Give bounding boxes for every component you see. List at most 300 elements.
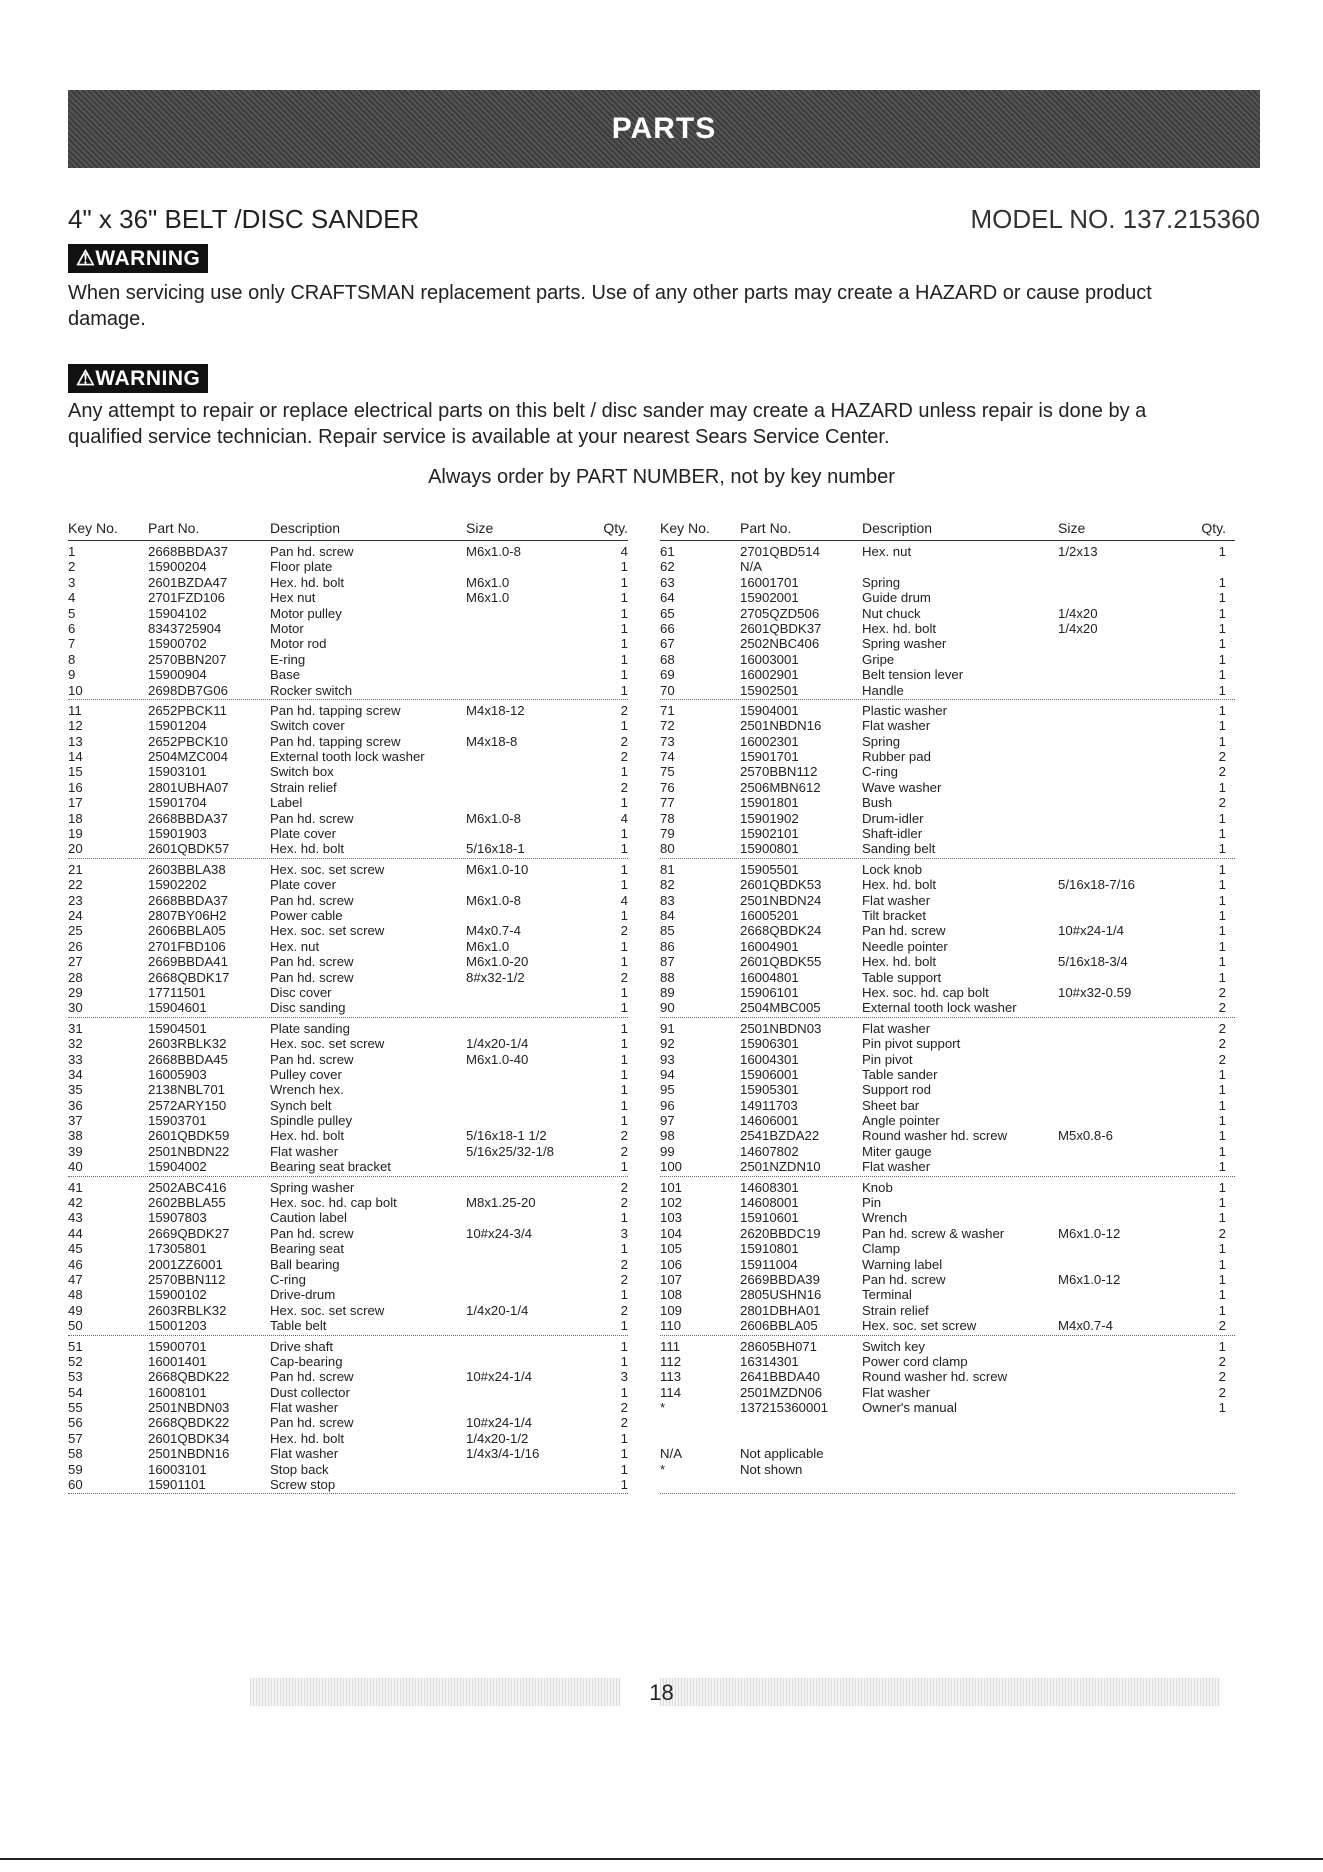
cell-size: 1/4x20-1/4 <box>466 1036 529 1052</box>
cell-desc: Strain relief <box>862 1302 929 1318</box>
cell-desc: Flat washer <box>862 1020 931 1036</box>
cell-desc: Spring washer <box>270 1179 355 1195</box>
cell-size <box>466 559 600 574</box>
cell-key: 83 <box>660 892 675 908</box>
cell-desc: Drive-drum <box>270 1287 336 1303</box>
table-row <box>68 1477 628 1492</box>
cell-part: 2669BBDA39 <box>740 1271 820 1287</box>
part-group <box>68 1018 628 1177</box>
cell-desc: Knob <box>862 1179 893 1195</box>
cell-size <box>1058 1477 1192 1492</box>
cell-qty: 2 <box>1218 984 1226 1000</box>
table-row <box>660 606 1235 621</box>
table-row <box>660 877 1235 892</box>
cell-size <box>1058 1144 1192 1159</box>
cell-part: 14607802 <box>740 1143 799 1159</box>
cell-qty: 1 <box>1218 1179 1226 1195</box>
cell-size: 1/2x13 <box>1058 544 1098 559</box>
cell-key: 30 <box>68 1000 83 1016</box>
table-row <box>660 970 1235 985</box>
cell-qty: 1 <box>1218 1210 1226 1226</box>
table-row <box>660 954 1235 969</box>
cell-desc: Drive shaft <box>270 1338 334 1354</box>
table-row <box>68 939 628 954</box>
cell-desc: Switch box <box>270 764 334 780</box>
cell-size <box>1058 718 1192 733</box>
table-row <box>660 939 1235 954</box>
cell-size <box>466 1210 600 1225</box>
cell-qty: 1 <box>620 1113 628 1129</box>
table-row <box>660 1082 1235 1097</box>
cell-key: 52 <box>68 1353 83 1369</box>
table-row <box>68 893 628 908</box>
cell-desc <box>862 1462 1058 1477</box>
cell-part: 14911703 <box>740 1097 798 1113</box>
cell-qty: 2 <box>620 779 628 795</box>
cell-desc: Flat washer <box>270 1446 339 1462</box>
table-row <box>68 1369 628 1384</box>
cell-key: 40 <box>68 1159 83 1175</box>
cell-size: M6x1.0-12 <box>1058 1225 1121 1241</box>
cell-qty: 1 <box>1218 605 1226 621</box>
cell-desc: Pan hd. screw <box>270 969 354 985</box>
header-size: Size <box>466 520 494 536</box>
cell-qty: 1 <box>620 1241 628 1257</box>
cell-key: 15 <box>68 764 83 780</box>
warning-text-2: Any attempt to repair or replace electrical parts on this belt / disc sander may create a HAZARD unless repair is done by a qualified service technician. Repair service is available at your nearest Sears Service Center. <box>68 400 1147 448</box>
cell-key: 1 <box>68 544 76 559</box>
table-row <box>68 1318 628 1333</box>
cell-qty: 1 <box>620 1082 628 1098</box>
cell-size <box>1058 1303 1192 1318</box>
cell-qty: 1 <box>1218 702 1226 718</box>
cell-qty: 1 <box>620 1477 628 1493</box>
cell-size <box>466 1021 600 1036</box>
cell-key: 43 <box>68 1210 83 1226</box>
table-row <box>68 590 628 605</box>
cell-qty: 2 <box>1218 1369 1226 1385</box>
cell-qty: 1 <box>620 1036 628 1052</box>
cell-qty: 2 <box>1218 1000 1226 1016</box>
cell-size <box>1058 636 1192 651</box>
cell-part: 137215360001 <box>740 1400 829 1416</box>
part-group <box>68 700 628 859</box>
cell-part: 15001203 <box>148 1318 207 1334</box>
table-row <box>68 1036 628 1051</box>
cell-qty: 1 <box>620 1353 628 1369</box>
table-row <box>68 1431 628 1446</box>
table-row <box>68 1144 628 1159</box>
table-row <box>68 811 628 826</box>
cell-key: 35 <box>68 1082 83 1098</box>
cell-size <box>1058 841 1192 856</box>
cell-key: 78 <box>660 810 675 826</box>
cell-size: 1/4x20-1/4 <box>466 1302 529 1318</box>
cell-size <box>466 621 600 636</box>
cell-qty: 1 <box>1218 969 1226 985</box>
cell-key: 85 <box>660 923 675 939</box>
cell-qty: 4 <box>620 810 628 826</box>
cell-part: 2570BBN112 <box>740 764 818 780</box>
table-row <box>660 590 1235 605</box>
table-row <box>660 1385 1235 1400</box>
cell-key: 74 <box>660 749 675 765</box>
cell-key: 69 <box>660 667 675 683</box>
cell-size <box>466 1067 600 1082</box>
table-row <box>660 985 1235 1000</box>
cell-desc: Pan hd. screw <box>270 1225 354 1241</box>
cell-key: 91 <box>660 1020 675 1036</box>
cell-desc: Strain relief <box>270 779 337 795</box>
cell-part: 2602BBLA55 <box>148 1195 226 1211</box>
cell-qty: 2 <box>1218 749 1226 765</box>
cell-desc: Hex. hd. bolt <box>862 877 937 893</box>
table-row <box>660 1241 1235 1256</box>
cell-part: 15900801 <box>740 841 799 857</box>
cell-part: 2501NBDN16 <box>740 718 822 734</box>
cell-desc <box>862 559 1058 574</box>
cell-key: 21 <box>68 861 83 877</box>
cell-desc: Hex. soc. set screw <box>270 1302 385 1318</box>
cell-desc: Switch cover <box>270 718 345 734</box>
table-row <box>660 1446 1235 1461</box>
cell-size: 10#x24-1/4 <box>466 1415 532 1431</box>
cell-desc: Plate cover <box>270 826 336 842</box>
cell-qty: 1 <box>620 841 628 857</box>
cell-part: 15904501 <box>148 1020 207 1036</box>
cell-desc: Needle pointer <box>862 938 948 954</box>
table-row <box>68 780 628 795</box>
cell-size <box>1058 1082 1192 1097</box>
cell-qty: 1 <box>620 590 628 606</box>
table-row <box>68 1159 628 1174</box>
cell-size <box>466 826 600 841</box>
cell-desc: Motor rod <box>270 636 327 652</box>
cell-desc: Wrench hex. <box>270 1082 344 1098</box>
cell-qty: 2 <box>620 1271 628 1287</box>
table-row <box>660 780 1235 795</box>
cell-desc: C-ring <box>862 764 898 780</box>
cell-part: 2504MZC004 <box>148 749 228 765</box>
cell-qty: 1 <box>1218 1113 1226 1129</box>
table-row <box>68 1415 628 1430</box>
cell-desc: Floor plate <box>270 559 333 575</box>
cell-size <box>466 1098 600 1113</box>
cell-desc: Warning label <box>862 1256 943 1272</box>
cell-qty: 1 <box>620 605 628 621</box>
table-row <box>68 749 628 764</box>
cell-desc <box>862 1431 1058 1446</box>
cell-key: 47 <box>68 1271 83 1287</box>
cell-part: 2570BBN112 <box>148 1271 226 1287</box>
cell-desc: Pan hd. screw <box>862 923 946 939</box>
cell-desc: Label <box>270 795 303 811</box>
cell-key: 6 <box>68 620 76 636</box>
cell-part <box>740 1477 862 1492</box>
cell-qty: 2 <box>620 969 628 985</box>
cell-part: 2668QBDK22 <box>148 1415 230 1431</box>
cell-key: 46 <box>68 1256 83 1272</box>
cell-qty: 1 <box>620 651 628 667</box>
cell-qty: 1 <box>1218 1143 1226 1159</box>
cell-part: 2801DBHA01 <box>740 1302 821 1318</box>
cell-size <box>1058 826 1192 841</box>
cell-desc: Spring washer <box>862 636 947 652</box>
cell-size <box>1058 811 1192 826</box>
cell-part: 2606BBLA05 <box>740 1318 818 1334</box>
cell-desc: Synch belt <box>270 1097 332 1113</box>
cell-part: 2668QBDK22 <box>148 1369 230 1385</box>
cell-desc: Pulley cover <box>270 1066 342 1082</box>
cell-size <box>1058 559 1192 574</box>
cell-desc: Wave washer <box>862 779 942 795</box>
cell-qty: 1 <box>620 877 628 893</box>
cell-qty: 2 <box>620 1256 628 1272</box>
table-row <box>660 1400 1235 1415</box>
cell-size <box>1058 1369 1192 1384</box>
cell-key: 29 <box>68 984 83 1000</box>
cell-key: 110 <box>660 1318 682 1334</box>
cell-desc: Pan hd. screw <box>270 1051 354 1067</box>
cell-desc: Hex. soc. set screw <box>270 1036 385 1052</box>
cell-key: 100 <box>660 1159 683 1175</box>
cell-part: 2601QBDK37 <box>740 620 822 636</box>
table-row <box>68 1180 628 1195</box>
cell-part: 2620BBDC19 <box>740 1225 821 1241</box>
order-note: Always order by PART NUMBER, not by key number <box>428 466 895 488</box>
cell-key: 109 <box>660 1302 683 1318</box>
table-row <box>660 1415 1235 1430</box>
cell-desc: Pan hd. screw <box>862 1271 946 1287</box>
cell-size <box>1058 1241 1192 1256</box>
cell-qty: 1 <box>620 636 628 652</box>
cell-size <box>1058 780 1192 795</box>
cell-key: 80 <box>660 841 675 857</box>
cell-key: 72 <box>660 718 675 734</box>
table-row <box>660 1210 1235 1225</box>
table-row <box>660 1257 1235 1272</box>
cell-qty: 1 <box>1218 574 1226 590</box>
cell-key: 112 <box>660 1353 682 1369</box>
table-row <box>68 1303 628 1318</box>
table-row <box>68 1113 628 1128</box>
cell-qty: 2 <box>1218 1036 1226 1052</box>
table-row <box>68 970 628 985</box>
cell-desc: Pan hd. tapping screw <box>270 702 401 718</box>
cell-qty: 2 <box>1218 1353 1226 1369</box>
cell-part: 16005903 <box>148 1066 207 1082</box>
table-row <box>660 652 1235 667</box>
table-row <box>68 636 628 651</box>
cell-size: M6x1.0-10 <box>466 861 529 877</box>
cell-desc: Table belt <box>270 1318 327 1334</box>
cell-desc: Hex. soc. set screw <box>862 1318 977 1334</box>
cell-qty: 1 <box>1218 1128 1226 1144</box>
cell-size <box>466 1257 600 1272</box>
cell-size <box>466 667 600 682</box>
cell-desc: Belt tension lever <box>862 667 964 683</box>
cell-desc: Power cord clamp <box>862 1353 968 1369</box>
cell-size <box>1058 1210 1192 1225</box>
cell-key: 107 <box>660 1271 683 1287</box>
cell-size <box>1058 1021 1192 1036</box>
page-number: 18 <box>649 1680 674 1705</box>
cell-desc: Drum-idler <box>862 810 924 826</box>
cell-key: 2 <box>68 559 76 575</box>
cell-part: 15901701 <box>740 749 799 765</box>
cell-part <box>740 1415 862 1430</box>
cell-key: 111 <box>660 1338 681 1354</box>
cell-size <box>1058 683 1192 698</box>
cell-desc: Pan hd. screw <box>270 544 354 559</box>
cell-key: 66 <box>660 620 675 636</box>
cell-qty: 1 <box>620 907 628 923</box>
cell-desc: Owner's manual <box>862 1400 957 1416</box>
cell-key: 3 <box>68 574 76 590</box>
cell-part: 2668QBDK17 <box>148 969 230 985</box>
cell-qty: 1 <box>1218 779 1226 795</box>
cell-key: 65 <box>660 605 675 621</box>
cell-desc: Sheet bar <box>862 1097 920 1113</box>
table-row <box>68 1385 628 1400</box>
table-row <box>68 1400 628 1415</box>
cell-size: M6x1.0-8 <box>466 810 521 826</box>
cell-part: 2603RBLK32 <box>148 1036 227 1052</box>
cell-part: 15904601 <box>148 1000 207 1016</box>
cell-key: 57 <box>68 1430 83 1446</box>
cell-desc: Table sander <box>862 1066 938 1082</box>
cell-key: 82 <box>660 877 675 893</box>
cell-qty: 2 <box>620 702 628 718</box>
cell-size <box>466 1082 600 1097</box>
cell-key: 8 <box>68 651 76 667</box>
cell-key: 88 <box>660 969 675 985</box>
cell-part: 2138NBL701 <box>148 1082 225 1098</box>
cell-desc: Hex. hd. bolt <box>270 841 345 857</box>
cell-qty: 1 <box>1218 733 1226 749</box>
cell-part: 2501NBDN24 <box>740 892 822 908</box>
cell-size <box>466 1287 600 1302</box>
table-row <box>68 575 628 590</box>
cell-size: 5/16x18-1 1/2 <box>466 1128 547 1144</box>
cell-qty: 2 <box>620 923 628 939</box>
cell-key: 60 <box>68 1477 83 1493</box>
cell-size: 10#x24-1/4 <box>466 1369 532 1385</box>
cell-part: 15903701 <box>148 1113 207 1129</box>
table-row <box>660 1098 1235 1113</box>
cell-size <box>1058 667 1192 682</box>
cell-key: 102 <box>660 1195 683 1211</box>
cell-key: 56 <box>68 1415 83 1431</box>
cell-qty: 2 <box>1218 1225 1226 1241</box>
cell-qty: 2 <box>1218 1318 1226 1334</box>
cell-desc: Spindle pulley <box>270 1113 353 1129</box>
table-row <box>660 841 1235 856</box>
cell-key: 108 <box>660 1287 683 1303</box>
cell-size: M6x1.0 <box>466 938 510 954</box>
cell-desc: Tilt bracket <box>862 907 926 923</box>
cell-qty: 4 <box>620 892 628 908</box>
cell-part: 2501NZDN10 <box>740 1159 821 1175</box>
cell-size: 1/4x20 <box>1058 605 1098 621</box>
table-row <box>68 1241 628 1256</box>
cell-key: 51 <box>68 1338 83 1354</box>
title-row <box>68 204 1260 235</box>
cell-key: 92 <box>660 1036 675 1052</box>
cell-key: 28 <box>68 969 83 985</box>
cell-key: 68 <box>660 651 675 667</box>
cell-qty: 1 <box>1218 1097 1226 1113</box>
cell-part: 16004801 <box>740 969 799 985</box>
cell-part: 8343725904 <box>148 620 222 636</box>
cell-key: 5 <box>68 605 76 621</box>
cell-key: 24 <box>68 907 83 923</box>
banner-title: PARTS <box>611 112 717 145</box>
cell-desc: Hex. hd. bolt <box>862 620 937 636</box>
cell-size: 1/4x20-1/2 <box>466 1430 529 1446</box>
cell-key: 95 <box>660 1082 675 1098</box>
cell-desc: Plastic washer <box>862 702 948 718</box>
cell-part: 2807BY06H2 <box>148 907 227 923</box>
cell-key: 26 <box>68 938 83 954</box>
cell-part: 2502NBC406 <box>740 636 820 652</box>
cell-part: 2501NBDN03 <box>148 1400 230 1416</box>
cell-part: 2501MZDN06 <box>740 1384 823 1400</box>
table-row <box>660 908 1235 923</box>
table-row <box>660 1462 1235 1477</box>
table-row <box>68 1195 628 1210</box>
cell-desc: Pan hd. screw & washer <box>862 1225 1005 1241</box>
cell-key: 70 <box>660 682 675 698</box>
cell-part: 2501NBDN22 <box>148 1143 230 1159</box>
cell-qty: 2 <box>620 1195 628 1211</box>
cell-qty <box>1192 1446 1226 1461</box>
table-row <box>660 1144 1235 1159</box>
cell-key: 93 <box>660 1051 675 1067</box>
cell-size <box>466 1462 600 1477</box>
table-row <box>660 795 1235 810</box>
cell-part: 15901704 <box>148 795 207 811</box>
header-size: Size <box>1058 520 1086 536</box>
table-row <box>68 1257 628 1272</box>
cell-qty: 1 <box>620 795 628 811</box>
cell-size <box>466 1400 600 1415</box>
cell-desc: Hex. nut <box>270 938 320 954</box>
cell-qty: 1 <box>1218 877 1226 893</box>
table-row <box>660 667 1235 682</box>
table-row <box>68 985 628 1000</box>
cell-desc: Flat washer <box>862 1384 931 1400</box>
cell-part: 15904001 <box>740 702 799 718</box>
cell-size: M6x1.0-8 <box>466 892 521 908</box>
cell-qty: 1 <box>1218 1082 1226 1098</box>
cell-size <box>1058 1385 1192 1400</box>
cell-key: 49 <box>68 1302 83 1318</box>
cell-qty: 1 <box>1218 1400 1226 1416</box>
part-group <box>660 700 1235 859</box>
cell-desc: Motor <box>270 620 304 636</box>
cell-qty: 1 <box>1218 1195 1226 1211</box>
product-title: 4" x 36" BELT /DISC SANDER <box>68 204 420 234</box>
cell-part: 15906301 <box>740 1036 799 1052</box>
cell-key: 19 <box>68 826 83 842</box>
table-row <box>660 1226 1235 1241</box>
cell-qty: 1 <box>620 1287 628 1303</box>
header-qty: Qty. <box>1201 520 1226 536</box>
cell-part: 17305801 <box>148 1241 207 1257</box>
cell-desc: Ball bearing <box>270 1256 340 1272</box>
cell-part: N/A <box>740 559 762 575</box>
